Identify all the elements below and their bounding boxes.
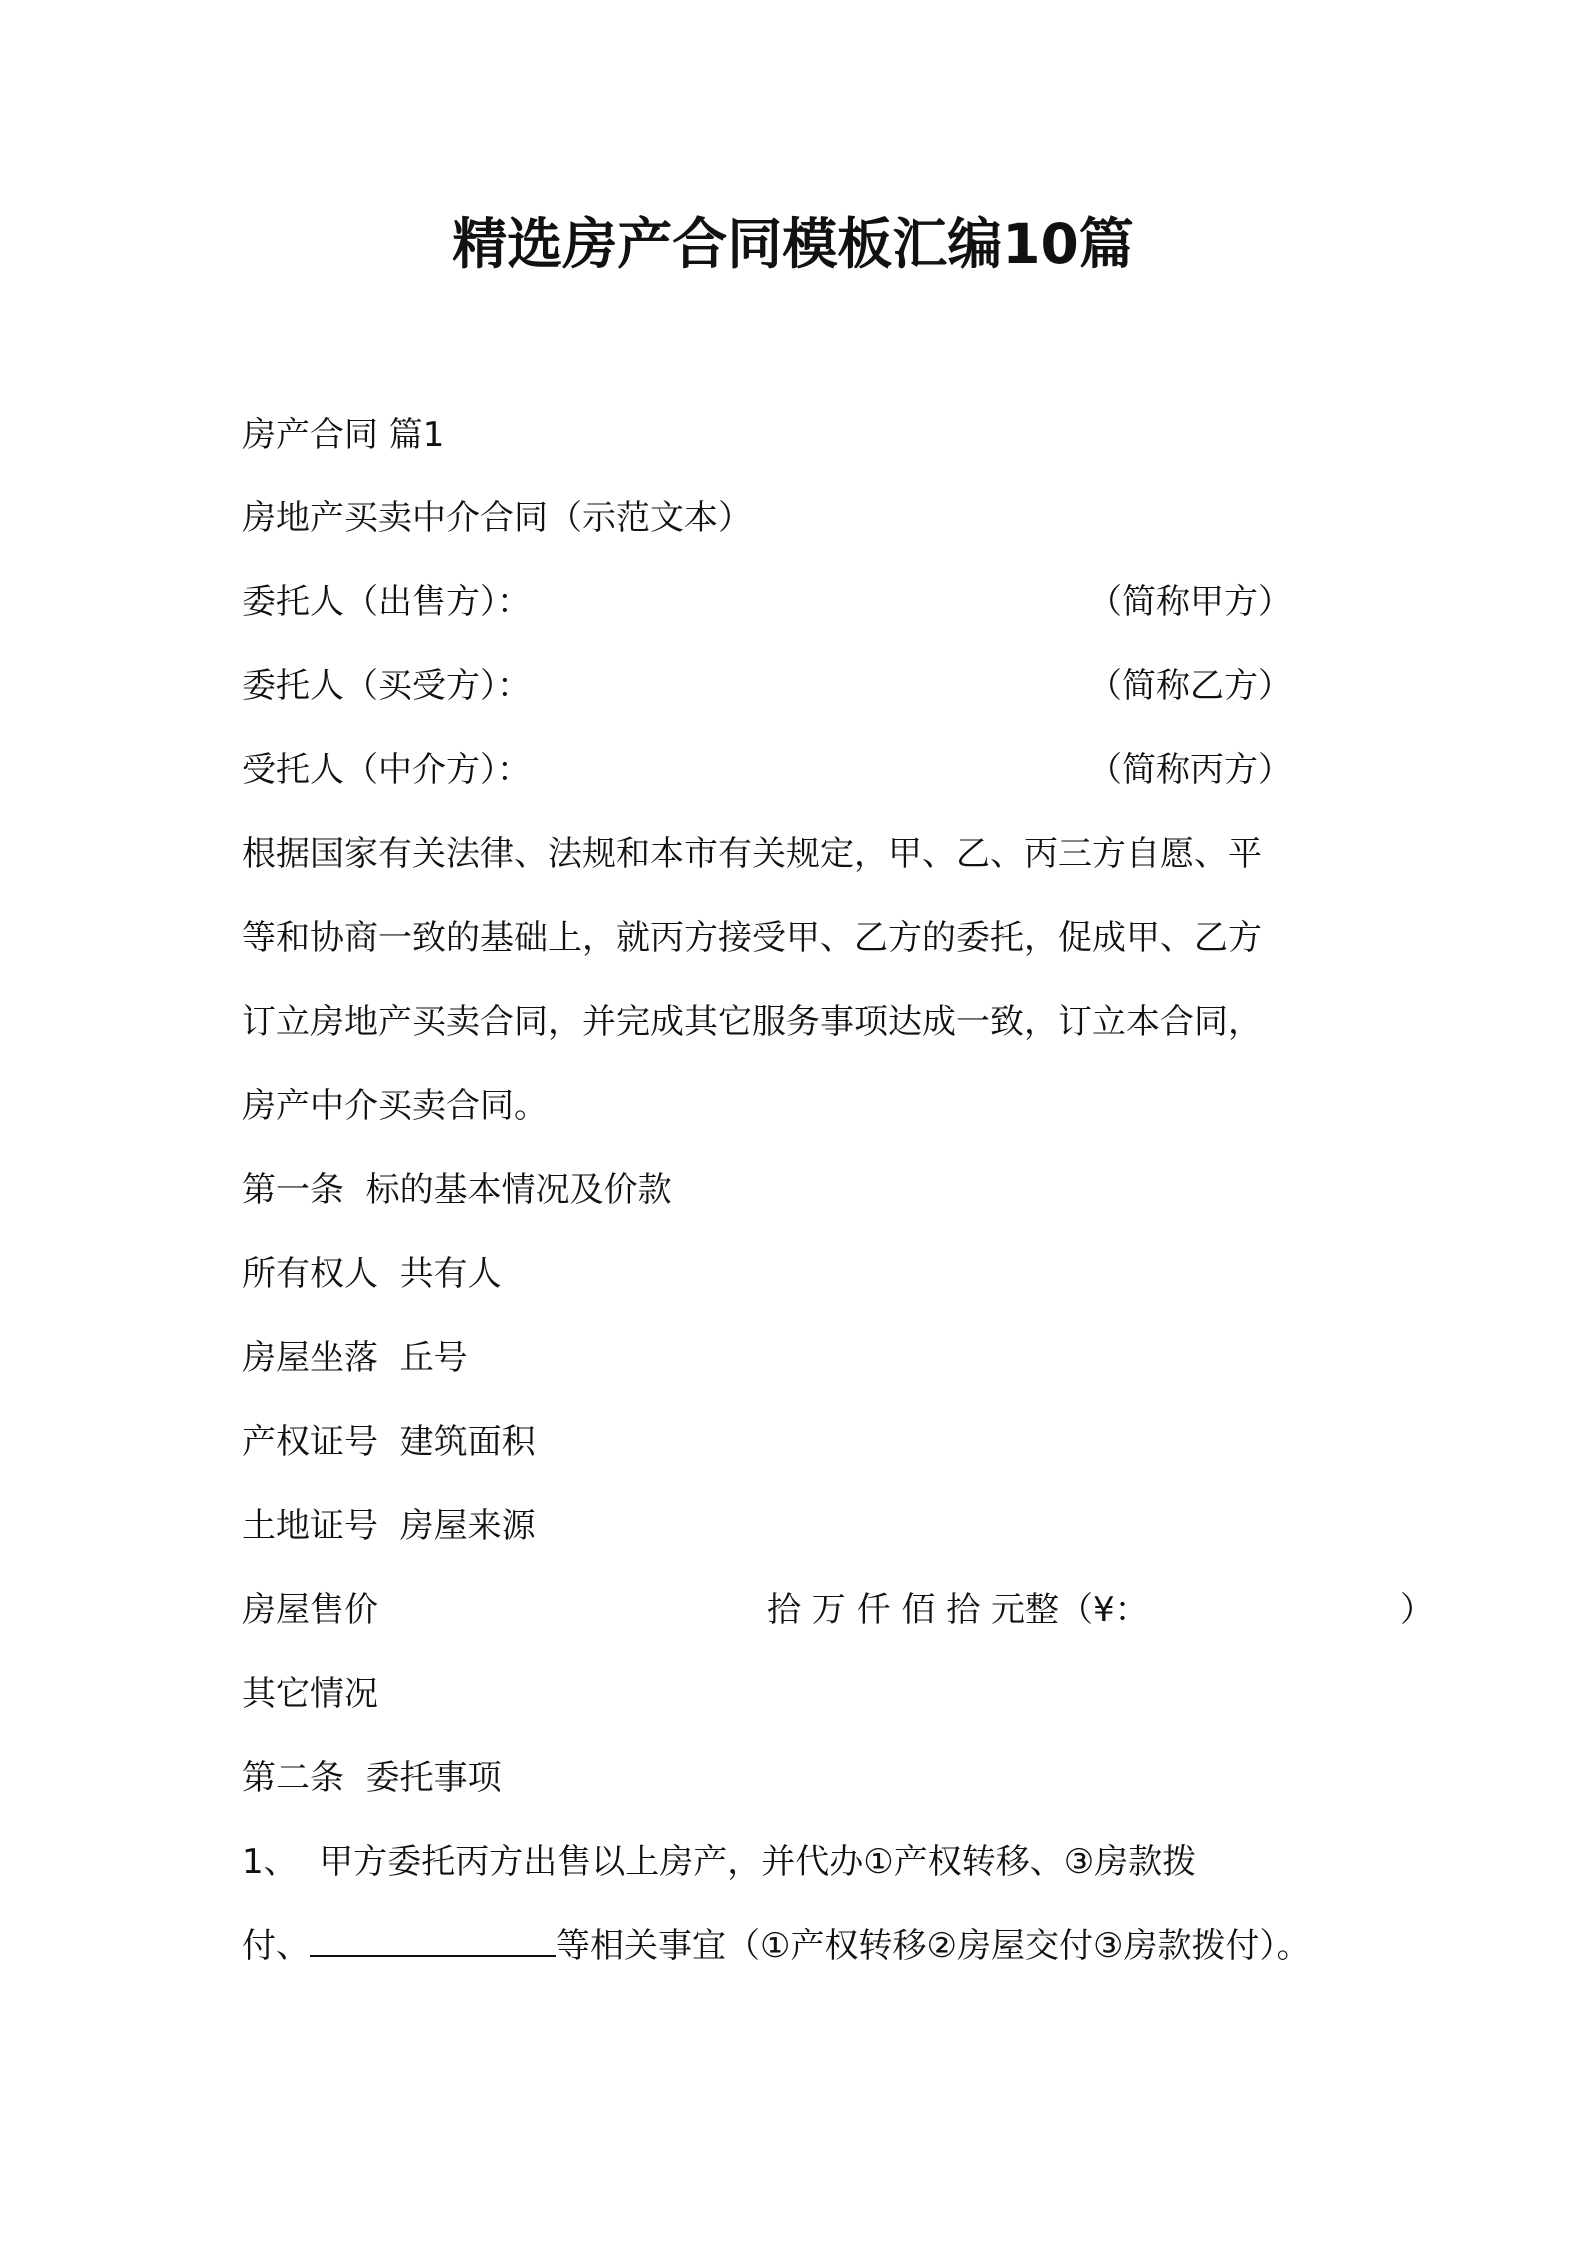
party-seller-label: 委托人（出售方）：	[242, 582, 531, 622]
party-buyer-label: 委托人（买受方）：	[242, 666, 531, 706]
document-title: 精选房产合同模板汇编10篇	[452, 212, 1134, 276]
article2-item1-line1: 1、 甲方委托丙方出售以上房产，并代办①产权转移、③房款拨	[242, 1842, 1197, 1882]
item1-line2-suffix: 等相关事宜（①产权转移②房屋交付③房款拨付）。	[556, 1926, 1311, 1966]
article1-heading: 第一条 标的基本情况及价款	[242, 1170, 672, 1210]
preamble-line: 根据国家有关法律、法规和本市有关规定，甲、乙、丙三方自愿、平	[242, 834, 1262, 874]
price-close: ）	[1400, 1590, 1434, 1630]
party-buyer	[242, 662, 1292, 710]
contract-name: 房地产买卖中介合同（示范文本）	[242, 498, 752, 538]
preamble-line: 订立房地产买卖合同，并完成其它服务事项达成一致，订立本合同，	[242, 1002, 1262, 1042]
article1-row: 产权证号 建筑面积	[242, 1422, 536, 1462]
item1-line2-prefix: 付、	[242, 1926, 310, 1966]
party-buyer-abbr: （简称乙方）	[1088, 666, 1292, 706]
article1-row: 房屋坐落 丘号	[242, 1338, 468, 1378]
party-agent-abbr: （简称丙方）	[1088, 750, 1292, 790]
article2-item1-line2	[242, 1922, 1310, 1970]
party-agent-label: 受托人（中介方）：	[242, 750, 531, 790]
price-row	[242, 1586, 1434, 1634]
price-units: 拾 万 仟 佰 拾 元整（¥：	[767, 1590, 1149, 1630]
preamble-line: 等和协商一致的基础上，就丙方接受甲、乙方的委托，促成甲、乙方	[242, 918, 1262, 958]
fill-in-blank	[310, 1923, 556, 1957]
price-label: 房屋售价	[242, 1590, 378, 1630]
party-agent	[242, 746, 1292, 794]
article1-row: 土地证号 房屋来源	[242, 1506, 536, 1546]
article1-row: 所有权人 共有人	[242, 1254, 502, 1294]
article2-heading: 第二条 委托事项	[242, 1758, 502, 1798]
preamble-line: 房产中介买卖合同。	[242, 1086, 548, 1126]
section-heading: 房产合同 篇1	[242, 415, 445, 455]
party-seller	[242, 578, 1292, 626]
party-seller-abbr: （简称甲方）	[1088, 582, 1292, 622]
other-info: 其它情况	[242, 1674, 378, 1714]
